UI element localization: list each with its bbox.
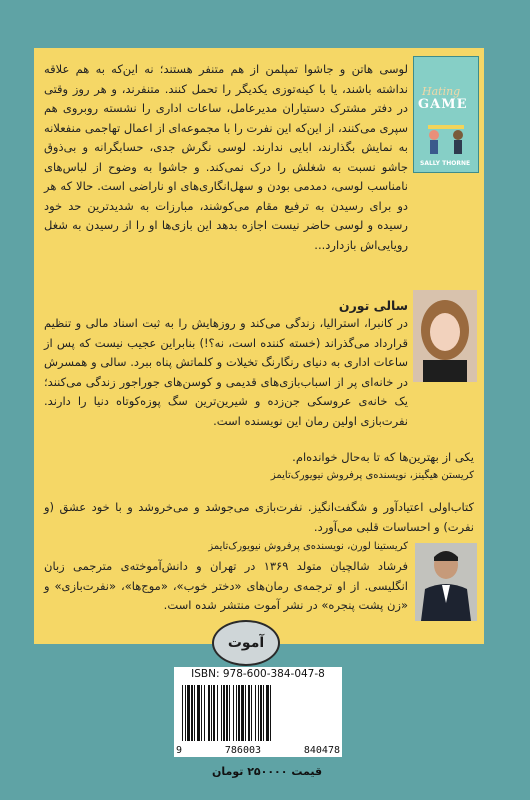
cover-author: SALLY THORNE <box>420 160 471 167</box>
author-bio: در کانبرا، استرالیا، زندگی می‌کند و روزهایش را به ثبت اسناد مالی و تنظیم قرارداد می‌گذراند (خسته کننده است، نه؟!) بنابراین عجیب نیست که پس از ساعات اداری به دنیای رنگارنگ تخیلات و کلماتش پناه ببرد. سالی و همسرش در خانه‌ای پر از اسباب‌بازی‌های قدیمی و کوسن‌های جوراجور زندگی می‌کنند؛ یک خانه‌ی عروسکی جن‌زده و شیرین‌ترین سگ پوزه‌کوتاه دنیا را دارند. نفرت‌بازی اولین رمان این نویسنده است. <box>44 316 408 428</box>
barcode-digit-group: 840478 <box>303 745 340 756</box>
author-photo <box>413 290 477 382</box>
barcode-bar <box>204 685 205 741</box>
book-blurb: لوسی هاتن و جاشوا تمپلمن از هم متنفر هستند؛ نه این‌که به هم علاقه نداشته باشند، یا با کینه‌توزی یکدیگر را تحمل کنند. متنفرند، و هر روز وقتی در دفتر مشترک دستیاران مدیرعامل، ساعات اداری را نشسته روبروی هم سپری می‌کنند، از این‌که این نفرت را با مجموعه‌ای از اعمال تهاجمی منفعلانه به نمایش بگذارند، ابایی ندارند. لوسی نگرش جدی، حسابگرانه و بی‌ذوق جاشو نسبت به شغلش را درک نمی‌کند. و جاشوا به وضوح از لباس‌های نامناسب لوسی، دمدمی بودن و سهل‌انگاری‌های او ناراضی است. حالا که هر دو برای رسیدن به ترفیع مقام می‌کوشند، مبارزات به شدیدترین حد خود رسیده و لوسی حاضر نیست اجازه بدهد این بازی‌ها او را از رسیدن به شغل رویایی‌اش بازدارد... <box>44 62 408 252</box>
publisher-logo <box>212 620 280 666</box>
barcode-bar <box>221 685 222 741</box>
barcode-digit-group: 9 <box>176 745 183 756</box>
barcode-bar <box>233 685 234 741</box>
barcode-bar <box>255 685 256 741</box>
translator-portrait-icon <box>415 543 477 621</box>
price-label: قیمت ۲۵۰۰۰۰ تومان <box>212 765 323 778</box>
barcode-digit-group: 786003 <box>224 745 262 756</box>
barcode-bar <box>248 685 250 741</box>
barcode-bar <box>185 685 186 741</box>
barcode-bar <box>238 685 240 741</box>
book-cover-thumbnail <box>413 56 479 173</box>
barcode-bar <box>201 685 202 741</box>
barcode-bar <box>229 685 230 741</box>
translator-photo <box>415 543 477 621</box>
cover-illustration-icon <box>414 57 478 172</box>
barcode-bar <box>187 685 190 741</box>
barcode-bar <box>208 685 210 741</box>
barcode-bar <box>223 685 225 741</box>
review-source-1: کریستن هیگینز، نویسنده‌ی پرفروش نیویورک‌تایمز <box>270 470 474 481</box>
barcode-digits <box>174 745 342 756</box>
barcode-bar <box>260 685 262 741</box>
isbn-text: ISBN: 978-600-384-047-8 <box>191 668 325 680</box>
translator-bio: فرشاد شالچیان متولد ۱۳۶۹ در تهران و دانش‌آموخته‌ی مترجمی زبان انگلیسی. از او ترجمه‌ی رمان‌های «دختر خوب»، «موج‌ها»، «نفرت‌بازی» و «زن پشت پنجره» در نشر آموت منتشر شده است. <box>44 559 408 612</box>
isbn-barcode <box>174 667 342 757</box>
review-quote-1: یکی از بهترین‌ها که تا به‌حال خوانده‌ام. <box>292 450 474 464</box>
barcode-bar <box>270 685 271 741</box>
barcode-bar <box>241 685 244 741</box>
review-source-2: کریستینا لورن، نویسنده‌ی پرفروش نیویورک‌تایمز <box>208 541 408 552</box>
barcode-bar <box>213 685 215 741</box>
cover-title-small: Hating <box>422 85 461 98</box>
barcode-bar <box>211 685 212 741</box>
cover-title-main: GAME <box>418 97 468 112</box>
barcode-bar <box>258 685 259 741</box>
barcode-bar <box>191 685 193 741</box>
review-quote-2: کتاب‌اولی اعتیادآور و شگفت‌انگیز. نفرت‌بازی می‌جوشد و می‌خروشد و با خود عشق (و نفرت) و احساسات قلبی می‌آورد. <box>44 500 474 534</box>
barcode-bar <box>226 685 228 741</box>
barcode-bar <box>245 685 246 741</box>
barcode-bar <box>197 685 200 741</box>
barcode-icon <box>174 683 342 743</box>
barcode-bar <box>263 685 264 741</box>
author-name: سالی تورن <box>338 298 408 313</box>
author-portrait-icon <box>413 290 477 382</box>
barcode-bar <box>236 685 237 741</box>
barcode-bar <box>251 685 252 741</box>
barcode-bar <box>182 685 183 741</box>
barcode-bar <box>266 685 269 741</box>
publisher-logo-text: آموت <box>227 635 265 651</box>
barcode-bar <box>194 685 195 741</box>
barcode-bar <box>217 685 218 741</box>
